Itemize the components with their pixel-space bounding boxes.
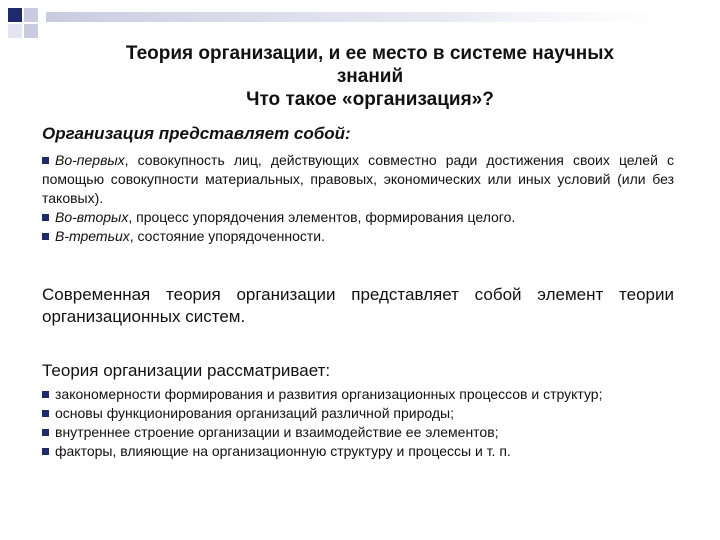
list-item-text: , процесс упорядочения элементов, формирования целого. bbox=[128, 209, 516, 225]
square-bullet-icon bbox=[42, 448, 49, 455]
title-line-3: Что такое «организация»? bbox=[246, 89, 494, 110]
definition-list bbox=[42, 151, 674, 246]
square-bullet-icon bbox=[42, 391, 49, 398]
title-line-2: знаний bbox=[336, 66, 404, 87]
list-item bbox=[42, 227, 674, 246]
list-item bbox=[42, 208, 674, 227]
list-item-emphasis: Во-первых bbox=[55, 152, 125, 168]
square-bullet-icon bbox=[42, 233, 49, 240]
list-item-emphasis: Во-вторых bbox=[55, 209, 129, 225]
page-title bbox=[40, 42, 700, 111]
title-line-1: Теория организации, и ее место в системе научных bbox=[125, 43, 615, 64]
intro-heading: Организация представляет собой: bbox=[42, 124, 351, 143]
list-item-text: основы функционирования организаций различной природы; bbox=[55, 405, 454, 421]
square-bullet-icon bbox=[42, 429, 49, 436]
list-item-text: факторы, влияющие на организационную структуру и процессы и т. п. bbox=[55, 443, 511, 459]
list-item-text: внутреннее строение организации и взаимодействие ее элементов; bbox=[55, 424, 499, 440]
list-item-text: , состояние упорядоченности. bbox=[129, 228, 325, 244]
list-item bbox=[42, 442, 674, 461]
considers-heading: Теория организации рассматривает: bbox=[42, 361, 331, 380]
considers-list bbox=[42, 385, 674, 461]
list-item bbox=[42, 151, 674, 208]
square-bullet-icon bbox=[42, 214, 49, 221]
list-item-emphasis: В-третьих bbox=[55, 228, 130, 244]
list-item bbox=[42, 385, 674, 404]
square-bullet-icon bbox=[42, 157, 49, 164]
list-item bbox=[42, 404, 674, 423]
square-bullet-icon bbox=[42, 410, 49, 417]
list-item-text: закономерности формирования и развития организационных процессов и структур; bbox=[55, 386, 603, 402]
list-item bbox=[42, 423, 674, 442]
corner-decoration bbox=[0, 0, 720, 40]
statement-paragraph: Современная теория организации представляет собой элемент теории организационных систем. bbox=[42, 285, 674, 326]
list-item-text: , совокупность лиц, действующих совместно ради достижения своих целей с помощью совокупности материальных, правовых, экономических или иных условий (или без таковых). bbox=[42, 152, 674, 206]
